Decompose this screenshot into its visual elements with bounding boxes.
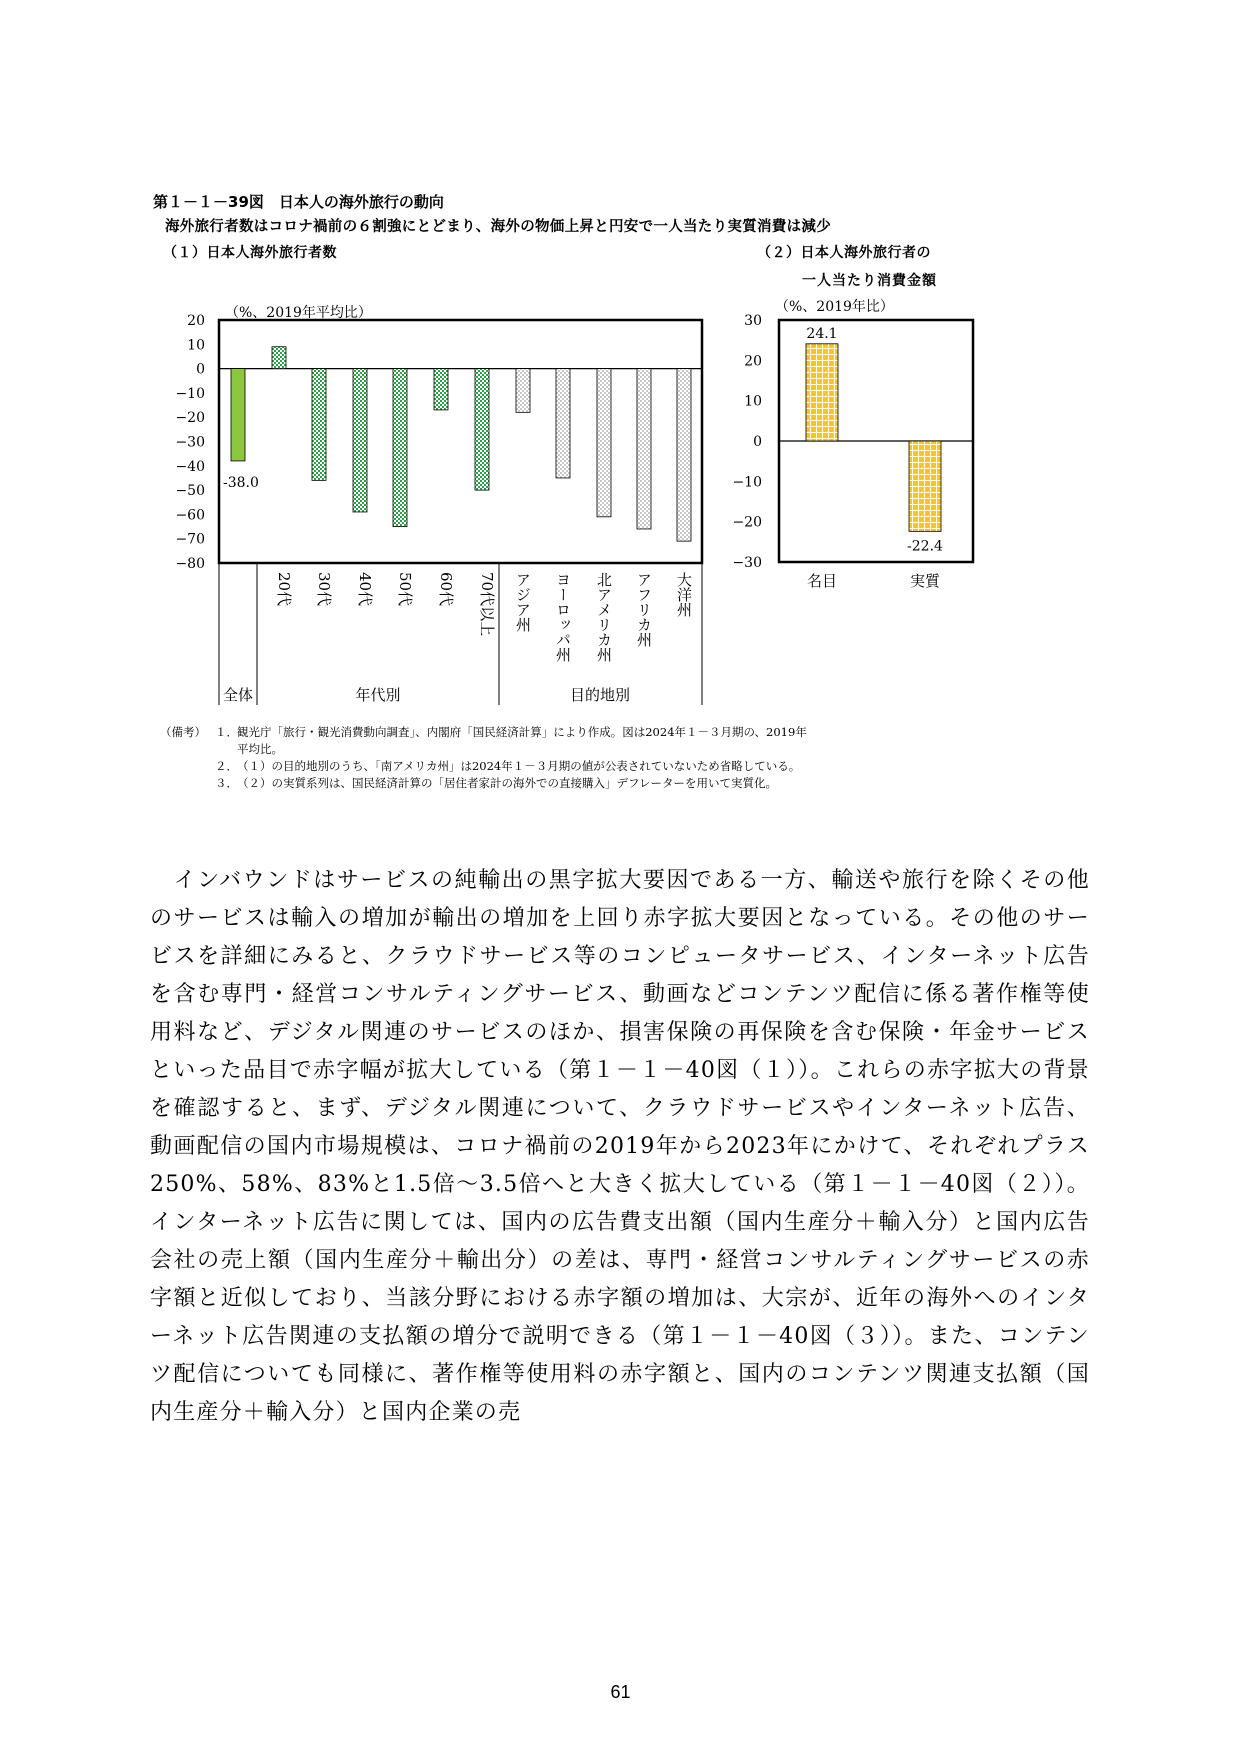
p2-unit-label: （%、2019年比）: [775, 299, 894, 315]
p1-category-label: ヨーロッパ州: [554, 572, 572, 662]
note-1: [160, 724, 1067, 741]
chart-svg: [0, 0, 1241, 720]
p1-ytick-label: −30: [175, 434, 205, 451]
p1-category-label: 30代: [315, 572, 333, 607]
notes: [160, 724, 1067, 792]
panel2-title-line2: 一人当たり消費金額: [802, 273, 937, 289]
p1-category-label: 北アメリカ州: [595, 572, 613, 662]
p2-ytick-label: 0: [753, 434, 762, 450]
note-2-number: ２．: [215, 759, 238, 773]
p1-ytick-label: −10: [175, 385, 205, 402]
panel1-title: （１）日本人海外旅行者数: [163, 245, 337, 261]
p1-ytick-label: −50: [175, 483, 205, 500]
p2-ytick-label: −10: [732, 474, 762, 491]
p2-bar: [806, 344, 838, 441]
p1-bar: [434, 369, 448, 410]
p2-ytick-label: 30: [744, 313, 762, 329]
note-3-text: （２）の実質系列は、国民経済計算の「居住者家計の海外での直接購入」デフレーターを用いて実質化。: [237, 776, 778, 790]
p1-ytick-label: −70: [175, 531, 205, 548]
note-1-continuation: 平均比。: [237, 742, 283, 756]
p1-bar: [272, 347, 286, 369]
page-number: 61: [610, 1682, 631, 1702]
note-2-text: （１）の目的地別のうち、「南アメリカ州」は2024年１－３月期の値が公表されていないため省略している。: [237, 759, 801, 773]
p1-category-label: アジア州: [514, 572, 532, 632]
p1-bar: [597, 369, 611, 517]
p2-category-label: 名目: [806, 572, 838, 590]
note-1-text: 観光庁「旅行・観光消費動向調査」、内閣府「国民経済計算」により作成。図は2024年１－３月期の、2019年: [237, 725, 807, 739]
p1-ytick-label: −60: [175, 507, 205, 524]
p1-bar: [475, 369, 489, 491]
p1-unit-label: （%、2019年平均比）: [225, 305, 372, 321]
note-1-number: １．: [215, 725, 238, 739]
p1-bar: [637, 369, 651, 529]
body-text: インバウンドはサービスの純輸出の黒字拡大要因である一方、輸送や旅行を除くその他のサービスは輸入の増加が輸出の増加を上回り赤字拡大要因となっている。その他のサービスを詳細にみると、クラウドサービス等のコンピュータサービス、インターネット広告を含む専門・経営コンサルティングサービス、動画などコンテンツ配信に係る著作権等使用料など、デジタル関連のサービスのほか、損害保険の再保険を含む保険・年金サービスといった品目で赤字幅が拡大している（第１－１－40図（１））。これらの赤字拡大の背景を確認すると、まず、デジタル関連について、クラウドサービスやインターネット広告、動画配信の国内市場規模は、コロナ禍前の2019年から2023年にかけて、それぞれプラス250%、58%、83%と1.5倍〜3.5倍へと大きく拡大している（第１－１－40図（２））。インターネット広告に関しては、国内の広告費支出額（国内生産分＋輸入分）と国内広告会社の売上額（国内生産分＋輸出分）の差は、専門・経営コンサルティングサービスの赤字額と近似しており、当該分野における赤字額の増加は、大宗が、近年の海外へのインターネット広告関連の支払額の増分で説明できる（第１－１－40図（３））。また、コンテンツ配信についても同様に、著作権等使用料の赤字額と、国内のコンテンツ関連支払額（国内生産分＋輸入分）と国内企業の売: [150, 868, 1091, 1425]
p1-ytick-label: 0: [196, 361, 205, 378]
p1-category-label: 大洋州: [675, 572, 693, 617]
p2-data-label: -22.4: [907, 538, 943, 555]
p2-category-label: 実質: [909, 572, 941, 590]
p1-category-label: 40代: [356, 572, 374, 607]
note-3: [160, 775, 1067, 792]
p1-bar: [353, 369, 367, 512]
p1-bar: [312, 369, 326, 481]
note-3-number: ３．: [215, 776, 238, 790]
p2-ytick-label: 10: [744, 393, 762, 410]
p1-bar: [393, 369, 407, 527]
p1-category-label: 60代: [437, 572, 455, 607]
p2-ytick-label: −20: [732, 514, 762, 531]
panel2-title-line1: （２）日本人海外旅行者の: [757, 245, 931, 261]
body-paragraph: [150, 862, 1090, 1432]
p1-category-label: 20代: [275, 572, 293, 607]
p1-bar: [556, 369, 570, 478]
p2-ytick-label: −30: [732, 555, 762, 571]
p1-category-label: 50代: [396, 572, 414, 607]
p1-bar: [516, 369, 530, 413]
figure-subtitle: 海外旅行者数はコロナ禍前の６割強にとどまり、海外の物価上昇と円安で一人当たり実質消費は減少: [165, 219, 831, 235]
notes-label: （備考）: [160, 725, 206, 739]
p1-bar: [677, 369, 691, 542]
p2-ytick-label: 20: [744, 353, 762, 370]
group-label-age: 年代別: [355, 686, 401, 704]
note-2: [160, 758, 1067, 775]
p1-plot-frame: [219, 320, 702, 563]
p1-ytick-label: −40: [175, 458, 205, 475]
p2-data-label: 24.1: [806, 325, 838, 342]
p1-ytick-label: 10: [187, 337, 205, 354]
p1-ytick-label: 20: [187, 313, 205, 329]
p1-ytick-label: −20: [175, 410, 205, 427]
p1-data-label-all: -38.0: [223, 475, 259, 491]
group-label-all: 全体: [222, 686, 254, 704]
group-label-dest: 目的地別: [569, 686, 631, 704]
p1-ytick-label: −80: [175, 556, 205, 572]
p1-category-label: 70代以上: [478, 572, 496, 637]
p1-category-label: アフリカ州: [635, 572, 653, 647]
p1-bar: [231, 369, 245, 461]
p2-bar: [909, 441, 941, 531]
figure-title: 第１－１－39図 日本人の海外旅行の動向: [153, 193, 444, 211]
